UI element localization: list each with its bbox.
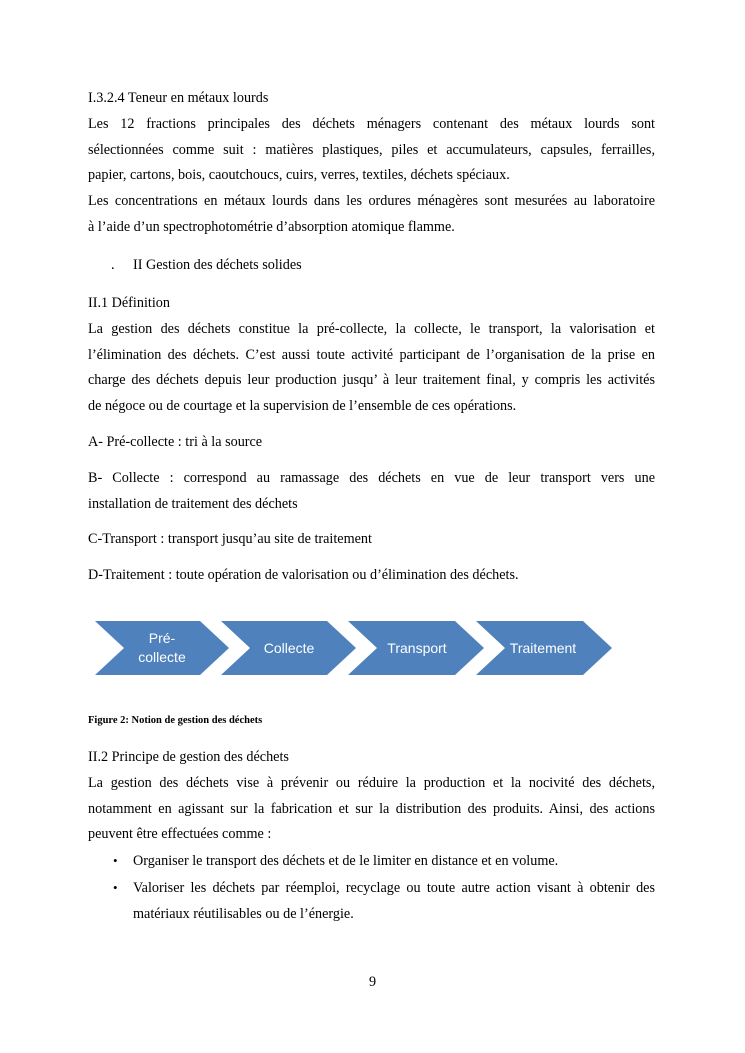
bullet-item-cont: matériaux réutilisables ou de l’énergie. (133, 906, 354, 922)
chevron-label: Transport (387, 640, 447, 656)
chevron-label: Traitement (509, 640, 577, 656)
section-heading-i324: I.3.2.4 Teneur en métaux lourds (88, 90, 269, 106)
page-number: 9 (368, 974, 377, 990)
chevron-label: Pré- (148, 630, 176, 646)
section-heading-ii2: II.2 Principe de gestion des déchets (88, 749, 289, 765)
item-transport: C-Transport : transport jusqu’au site de traitement (88, 531, 372, 547)
paragraph-line: papier, cartons, bois, caoutchoucs, cuirs, verres, textiles, déchets spéciaux. (88, 167, 510, 183)
bullet-marker: • (113, 880, 118, 895)
item-traitement: D-Traitement : toute opération de valorisation ou d’élimination des déchets. (88, 567, 519, 583)
paragraph-line: notamment en agissant sur la fabrication et sur la distribution des produits. Ainsi, des actions (88, 801, 655, 817)
paragraph-line: Les concentrations en métaux lourds dans les ordures ménagères sont mesurées au laboratoire (88, 193, 655, 209)
paragraph-line: l’élimination des déchets. C’est aussi toute activité participant de l’organisation de la prise en (88, 347, 655, 363)
bullet-item: Organiser le transport des déchets et de le limiter en distance et en volume. (133, 853, 559, 869)
paragraph-line: à l’aide d’un spectrophotométrie d’absorption atomique flamme. (88, 219, 455, 235)
paragraph-line: La gestion des déchets vise à prévenir ou réduire la production et la nocivité des déchets, (88, 775, 655, 791)
paragraph-line: de négoce ou de courtage et la supervision de l’ensemble de ces opérations. (88, 398, 517, 414)
chevron-label: collecte (138, 649, 186, 665)
chevron-label: Collecte (263, 640, 315, 656)
figure-caption: Figure 2: Notion de gestion des déchets (88, 715, 263, 726)
item-collecte: B- Collecte : correspond au ramassage des déchets en vue de leur transport vers une (88, 470, 655, 486)
bullet-item: Valoriser les déchets par réemploi, recyclage ou toute autre action visant à obtenir des (133, 880, 655, 896)
paragraph-line: peuvent être effectuées comme : (88, 826, 272, 842)
paragraph-line: sélectionnées comme suit : matières plastiques, piles et accumulateurs, capsules, ferrailles, (88, 142, 655, 158)
list-marker: . (111, 257, 115, 273)
section-heading-ii: II Gestion des déchets solides (133, 257, 302, 273)
paragraph-line: charge des déchets depuis leur production jusqu’ à leur traitement final, y compris les activités (88, 372, 655, 388)
section-heading-ii1: II.1 Définition (88, 295, 170, 311)
paragraph-line: Les 12 fractions principales des déchets ménagers contenant des métaux lourds sont (88, 116, 655, 132)
paragraph-line: La gestion des déchets constitue la pré-collecte, la collecte, le transport, la valorisation et (88, 321, 655, 337)
bullet-marker: • (113, 853, 118, 868)
item-collecte-cont: installation de traitement des déchets (88, 496, 298, 512)
item-pre-collecte: A- Pré-collecte : tri à la source (88, 434, 263, 450)
